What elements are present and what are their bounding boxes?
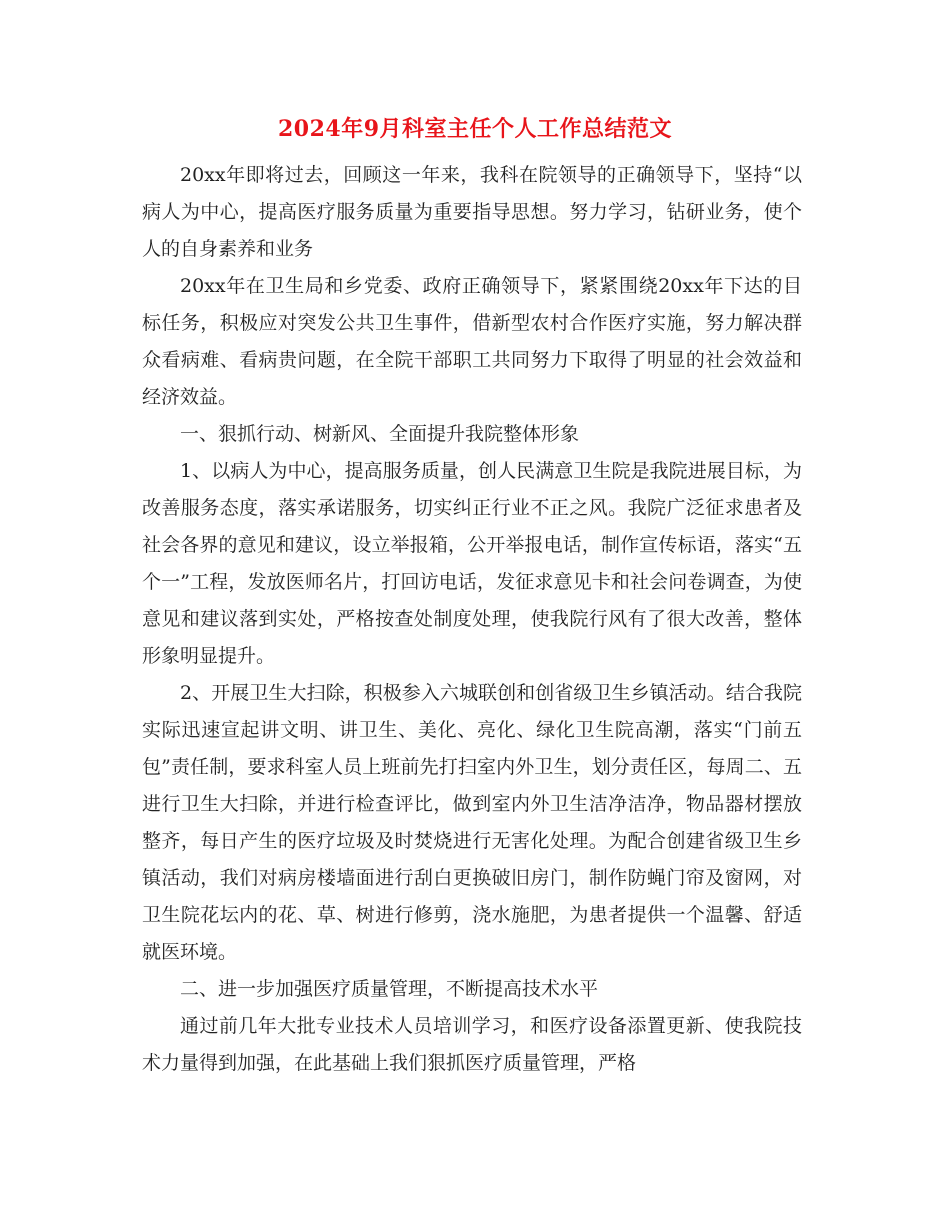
paragraph-overview: 20xx年在卫生局和乡党委、政府正确领导下，紧紧围绕20xx年下达的目标任务，积极应对突发公共卫生事件，借新型农村合作医疗实施，努力解决群众看病难、看病贵问题，在全院干部职工共同努力下取得了明显的社会效益和经济效益。	[142, 275, 802, 408]
paragraph-item-2: 2、开展卫生大扫除，积极参入六城联创和创省级卫生乡镇活动。结合我院实际迅速宣起讲文明、讲卫生、美化、亮化、绿化卫生院高潮，落实“门前五包”责任制，要求科室人员上班前先打扫室内外卫生，划分责任区，每周二、五进行卫生大扫除，并进行检查评比，做到室内外卫生洁净洁净，物品器材摆放整齐，每日产生的医疗垃圾及时焚烧进行无害化处理。为配合创建省级卫生乡镇活动，我们对病房楼墙面进行刮白更换破旧房门，制作防蝇门帘及窗网，对卫生院花坛内的花、草、树进行修剪，浇水施肥，为患者提供一个温馨、舒适就医环境。	[142, 682, 802, 963]
paragraph-section-2: 通过前几年大批专业技术人员培训学习，和医疗设备添置更新、使我院技术力量得到加强，在此基础上我们狠抓医疗质量管理，严格	[142, 1015, 802, 1074]
document-title: 2024年9月科室主任个人工作总结范文	[277, 116, 673, 142]
document-body	[142, 157, 802, 1082]
section-heading-2: 二、进一步加强医疗质量管理，不断提高技术水平	[180, 978, 599, 1000]
section-heading-1: 一、狠抓行动、树新风、全面提升我院整体形象	[180, 423, 580, 445]
paragraph-intro: 20xx年即将过去，回顾这一年来，我科在院领导的正确领导下，坚持“以病人为中心，提高医疗服务质量为重要指导思想。努力学习，钻研业务，使个人的自身素养和业务	[142, 164, 802, 260]
paragraph-item-1: 1、以病人为中心，提高服务质量，创人民满意卫生院是我院进展目标，为改善服务态度，落实承诺服务，切实纠正行业不正之风。我院广泛征求患者及社会各界的意见和建议，设立举报箱，公开举报电话，制作宣传标语，落实“五个一”工程，发放医师名片，打回访电话，发征求意见卡和社会问卷调查，为使意见和建议落到实处，严格按查处制度处理，使我院行风有了很大改善，整体形象明显提升。	[142, 460, 802, 667]
